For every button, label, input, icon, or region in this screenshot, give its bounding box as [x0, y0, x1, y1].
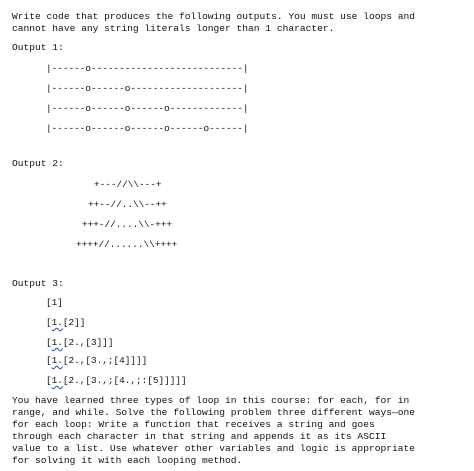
output-3-line-5-marked: 1. [51, 375, 63, 386]
output-3-line-4-marked: 1. [51, 355, 63, 366]
output-1-line-1: |------o---------------------------| [46, 63, 249, 74]
output-3-line-3 [46, 337, 114, 349]
output-2-line-4: ++++//......\\++++ [76, 239, 178, 250]
output-3-line-5-prefix: [ [46, 375, 52, 386]
output-3-line-1 [46, 297, 63, 309]
output-3-line-2-marked: 1. [51, 317, 63, 328]
intro-line-2: cannot have any string literals longer than 1 character. [12, 23, 335, 34]
closing-line-6: for solving it with each looping method. [12, 455, 243, 466]
output-3-line-2-prefix: [ [46, 317, 52, 328]
output-3-line-5 [46, 375, 187, 387]
closing-line-2: range, and while. Solve the following problem three different ways—one [12, 407, 416, 418]
output-2-line-2: ++--//..\\--++ [88, 199, 167, 210]
output-1-line-2: |------o------o--------------------| [46, 83, 249, 94]
closing-line-3: for each loop: Write a function that receives a string and goes [12, 419, 375, 430]
closing-line-1: You have learned three types of loop in this course: for each, for in [12, 395, 410, 406]
output-3-label: Output 3: [12, 278, 64, 289]
output-3-line-1-text: [1] [46, 297, 63, 308]
output-1-line-3: |------o------o------o-------------| [46, 103, 249, 114]
closing-line-4: through each character in that string and appends it as its ASCII [12, 431, 387, 442]
output-3-line-4 [46, 355, 147, 367]
closing-line-5: value to a list. Use whatever other variables and logic is appropriate [12, 443, 416, 454]
output-3-line-5-rest: [2.,[3.,;[4.,;:[5]]]]] [62, 375, 187, 386]
output-3-line-4-rest: [2.,[3.,;[4]]]] [62, 355, 148, 366]
output-3-line-3-rest: [2.,[3]]] [62, 337, 114, 348]
output-2-label: Output 2: [12, 158, 64, 169]
output-2-line-1: +---//\\---+ [94, 179, 162, 190]
output-1-line-4: |------o------o------o------o------| [46, 123, 249, 134]
intro-line-1: Write code that produces the following outputs. You must use loops and [12, 11, 416, 22]
output-3-line-4-prefix: [ [46, 355, 52, 366]
output-3-line-2-rest: [2]] [62, 317, 86, 328]
output-3-line-3-marked: 1. [51, 337, 63, 348]
output-3-line-3-prefix: [ [46, 337, 52, 348]
output-1-label: Output 1: [12, 42, 64, 53]
output-3-line-2 [46, 317, 85, 329]
output-2-line-3: +++-//....\\-+++ [82, 219, 173, 230]
